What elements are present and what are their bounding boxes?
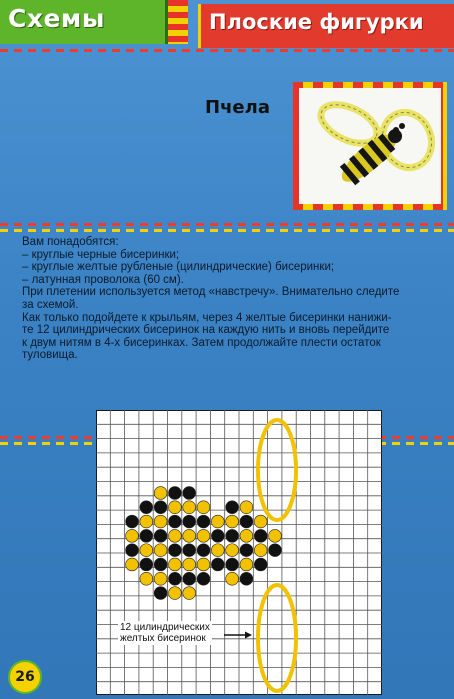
black-bead xyxy=(154,529,167,542)
yellow-bead xyxy=(197,529,210,542)
black-bead xyxy=(240,572,253,585)
bee-photo-image xyxy=(299,88,441,204)
page-number-badge xyxy=(8,660,42,694)
yellow-bead xyxy=(211,515,224,528)
wing-caption xyxy=(118,621,212,645)
black-bead xyxy=(140,558,153,571)
black-bead xyxy=(169,487,182,500)
yellow-bead xyxy=(197,558,210,571)
text-line: туловища. xyxy=(22,349,78,362)
bead-diagram xyxy=(96,410,382,695)
black-bead xyxy=(211,558,224,571)
caption-line: желтых бисеринок xyxy=(120,633,206,644)
black-bead xyxy=(226,558,239,571)
black-bead xyxy=(126,515,139,528)
yellow-bead xyxy=(169,529,182,542)
text-line: Вам понадобятся: xyxy=(22,236,119,248)
text-line: – круглые черные бисеринки; xyxy=(22,248,180,261)
black-bead xyxy=(154,587,167,600)
yellow-bead xyxy=(183,587,196,600)
text-line: – круглые желтые рубленые (цилиндрические) бисеринки; xyxy=(22,261,335,274)
text-line: к двум нитям в 4-х бисеринках. Затем продолжайте плести остаток xyxy=(22,336,381,349)
yellow-bead xyxy=(226,572,239,585)
text-line: те 12 цилиндрических бисеринок на каждую нить и вновь перейдите xyxy=(22,324,390,337)
yellow-bead xyxy=(140,572,153,585)
page-number: 26 xyxy=(15,669,35,685)
section-header xyxy=(0,0,168,44)
yellow-bead xyxy=(154,515,167,528)
yellow-bead xyxy=(169,558,182,571)
black-bead xyxy=(226,529,239,542)
yellow-bead xyxy=(240,501,253,514)
yellow-bead xyxy=(154,572,167,585)
black-bead xyxy=(211,529,224,542)
black-bead xyxy=(140,529,153,542)
caption-line: 12 цилиндрических xyxy=(120,622,210,633)
yellow-bead xyxy=(126,529,139,542)
header-divider xyxy=(0,49,454,52)
bee-photo xyxy=(293,82,447,210)
yellow-bead xyxy=(183,529,196,542)
yellow-bead xyxy=(254,544,267,557)
black-bead xyxy=(240,515,253,528)
yellow-bead xyxy=(240,529,253,542)
yellow-bead xyxy=(154,544,167,557)
black-bead xyxy=(197,572,210,585)
bead-grid xyxy=(96,410,382,695)
yellow-bead xyxy=(197,501,210,514)
yellow-bead xyxy=(183,501,196,514)
yellow-bead xyxy=(240,558,253,571)
black-bead xyxy=(126,544,139,557)
section-title: Схемы xyxy=(8,4,105,33)
yellow-bead xyxy=(183,558,196,571)
yellow-bead xyxy=(169,501,182,514)
yellow-bead xyxy=(226,544,239,557)
black-bead xyxy=(154,501,167,514)
black-bead xyxy=(197,544,210,557)
yellow-bead xyxy=(154,487,167,500)
yellow-bead xyxy=(226,515,239,528)
header-stripe xyxy=(168,0,188,44)
yellow-bead xyxy=(254,515,267,528)
text-line: за схемой. xyxy=(22,298,79,311)
top-divider-red xyxy=(0,223,454,226)
chapter-header xyxy=(198,4,454,48)
chapter-title: Плоские фигурки xyxy=(209,10,424,34)
black-bead xyxy=(240,544,253,557)
grid-lines xyxy=(96,410,382,695)
yellow-bead xyxy=(211,544,224,557)
black-bead xyxy=(140,501,153,514)
black-bead xyxy=(197,515,210,528)
yellow-bead xyxy=(140,515,153,528)
yellow-bead xyxy=(269,529,282,542)
black-bead xyxy=(183,487,196,500)
article-text xyxy=(22,236,442,362)
top-divider-yellow xyxy=(0,229,454,232)
black-bead xyxy=(183,515,196,528)
black-bead xyxy=(169,515,182,528)
article-title: Пчела xyxy=(205,97,270,118)
yellow-bead xyxy=(169,587,182,600)
text-line: Как только подойдете к крыльям, через 4 желтые бисеринки нанижи- xyxy=(22,311,392,324)
black-bead xyxy=(169,544,182,557)
black-bead xyxy=(254,558,267,571)
black-bead xyxy=(269,544,282,557)
black-bead xyxy=(183,572,196,585)
text-line: При плетении используется метод «навстречу». Внимательно следите xyxy=(22,286,400,299)
black-bead xyxy=(154,558,167,571)
black-bead xyxy=(226,501,239,514)
text-line: – латунная проволока (60 см). xyxy=(22,273,184,286)
black-bead xyxy=(254,529,267,542)
black-bead xyxy=(183,544,196,557)
black-bead xyxy=(169,572,182,585)
yellow-bead xyxy=(126,558,139,571)
yellow-bead xyxy=(140,544,153,557)
